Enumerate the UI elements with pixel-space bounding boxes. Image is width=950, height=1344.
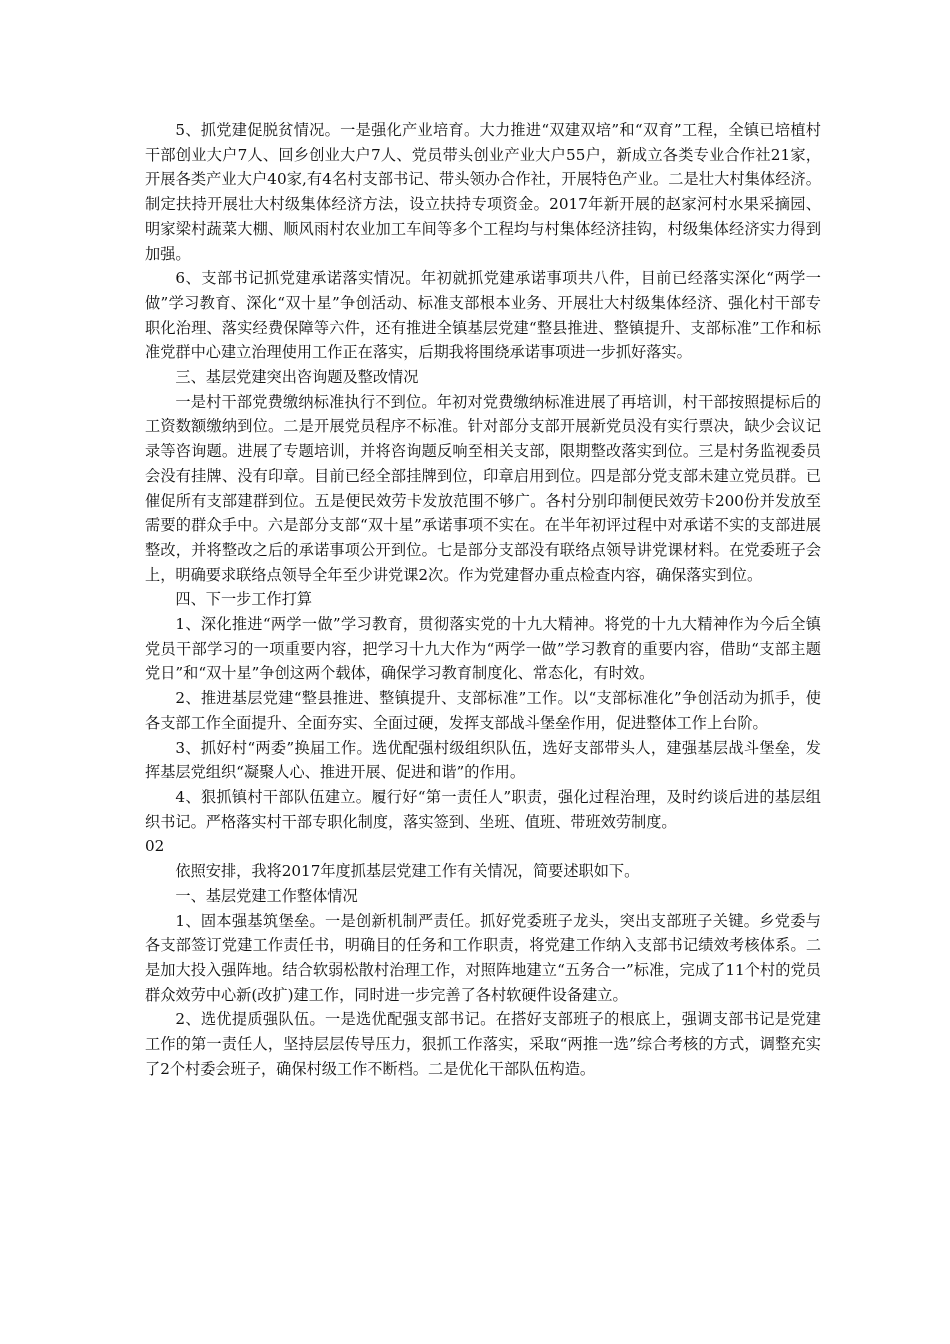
section-number: 02 <box>145 837 165 856</box>
section-heading-next-steps: 四、下一步工作打算 <box>175 590 313 609</box>
paragraph-secretary-commitment: 6、支部书记抓党建承诺落实情况。年初就抓党建承诺事项共八件，目前已经落实深化“两学一做”学习教育、深化“双十星”争创活动、标准支部根本业务、开展壮大村级集体经济、强化村干部专职化治理、落实经费保障等六件，还有推进全镇基层党建“整县推进、整镇提升、支部标准”工作和标准党群中心建立治理使用工作正在落实，后期我将围绕承诺事项进一步抓好落实。 <box>145 269 821 362</box>
paragraph-next-step-2: 2、推进基层党建“整县推进、整镇提升、支部标准”工作。以“支部标准化”争创活动为抓手，使各支部工作全面提升、全面夯实、全面过硬，发挥支部战斗堡垒作用，促进整体工作上台阶。 <box>145 689 821 732</box>
section-heading-problems: 三、基层党建突出咨询题及整改情况 <box>175 368 419 387</box>
paragraph-next-step-3: 3、抓好村“两委”换届工作。选优配强村级组织队伍，选好支部带头人，建强基层战斗堡垒，发挥基层党组织“凝聚人心、推进开展、促进和谐”的作用。 <box>145 738 821 782</box>
paragraph-poverty-alleviation: 5、抓党建促脱贫情况。一是强化产业培育。大力推进“双建双培”和“双育”工程，全镇已培植村干部创业大户7人、回乡创业大户7人、党员带头创业产业大户55户，新成立各类专业合作社21家，开展各类产业大户40家,有4名村支部书记、带头领办合作社，开展特色产业。二是壮大村集体经济。制定扶持开展壮大村级集体经济方法，设立扶持专项资金。2017年新开展的赵家河村水果采摘园、明家梁村蔬菜大棚、顺风雨村农业加工车间等多个工程均与村集体经济挂钩，村级集体经济实力得到加强。 <box>145 121 821 263</box>
section-heading-overall: 一、基层党建工作整体情况 <box>175 886 358 905</box>
paragraph-team-quality: 2、选优提质强队伍。一是选优配强支部书记。在搭好支部班子的根底上，强调支部书记是党建工作的第一责任人，坚持层层传导压力，狠抓工作落实，采取“两推一选”综合考核的方式，调整充实了2个村委会班子，确保村级工作不断档。二是优化干部队伍构造。 <box>145 1010 821 1078</box>
document-body <box>145 118 821 1081</box>
paragraph-intro: 依照安排，我将2017年度抓基层党建工作有关情况，简要述职如下。 <box>175 862 640 881</box>
paragraph-next-step-1: 1、深化推进“两学一做”学习教育，贯彻落实党的十九大精神。将党的十九大精神作为今后全镇党员干部学习的一项重要内容，把学习十九大作为“两学一做”学习教育的重要内容，借助“支部主题党日”和“双十星”争创这两个载体，确保学习教育制度化、常态化，有时效。 <box>145 615 821 683</box>
paragraph-fortress: 1、固本强基筑堡垒。一是创新机制严责任。抓好党委班子龙头，突出支部班子关键。乡党委与各支部签订党建工作责任书，明确目的任务和工作职责，将党建工作纳入支部书记绩效考核体系。二是加大投入强阵地。结合软弱松散村治理工作，对照阵地建立“五务合一”标准，完成了11个村的党员群众效劳中心新(改扩)建工作，同时进一步完善了各村软硬件设备建立。 <box>145 911 821 1004</box>
paragraph-problems-rectification: 一是村干部党费缴纳标准执行不到位。年初对党费缴纳标准进展了再培训，村干部按照提标后的工资数额缴纳到位。二是开展党员程序不标准。针对部分支部开展新党员没有实行票决，缺少会议记录等咨询题。进展了专题培训，并将咨询题反响至相关支部，限期整改落实到位。三是村务监视委员会没有挂牌、没有印章。目前已经全部挂牌到位，印章启用到位。四是部分党支部未建立党员群。已催促所有支部建群到位。五是便民效劳卡发放范围不够广。各村分别印制便民效劳卡200份并发放至需要的群众手中。六是部分支部“双十星”承诺事项不实在。在半年初评过程中对承诺不实的支部进展整改，并将整改之后的承诺事项公开到位。七是部分支部没有联络点领导讲党课材料。在党委班子会上，明确要求联络点领导全年至少讲党课2次。作为党建督办重点检查内容，确保落实到位。 <box>145 392 821 584</box>
paragraph-next-step-4: 4、狠抓镇村干部队伍建立。履行好“第一责任人”职责，强化过程治理，及时约谈后进的基层组织书记。严格落实村干部专职化制度，落实签到、坐班、值班、带班效劳制度。 <box>145 787 821 831</box>
